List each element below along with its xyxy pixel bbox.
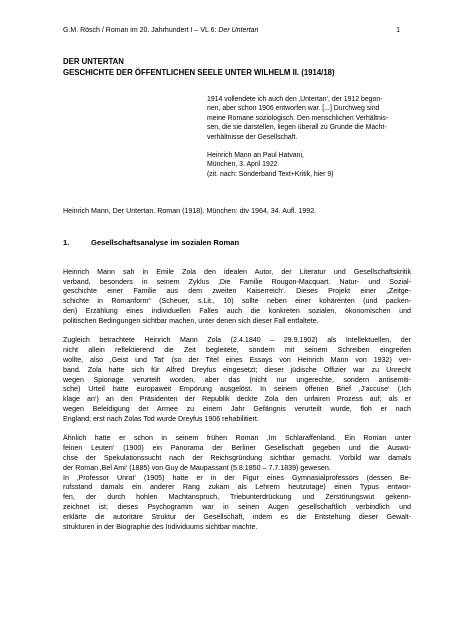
epigraph-quote-line: sen, die sie darstellen, liegen überall zu Grunde die Macht- xyxy=(207,124,387,132)
text-line: band. Zola hatte sich für Alfred Dreyfus eingesetzt; dieser jüdische Offizier war zu Unrecht xyxy=(63,365,411,374)
text-line: wegen Spionage verurteilt worden, aber das (nicht nur ungerechte, sondern antisemiti- xyxy=(63,375,411,384)
text-line: strukturen in der Biographie des Individuums sichtbar machte. xyxy=(63,522,258,531)
epigraph xyxy=(207,95,407,179)
document-title xyxy=(63,56,408,78)
title-line-2: GESCHICHTE DER ÖFFENTLICHEN SEELE UNTER WILHELM II. (1914/18) xyxy=(63,68,335,77)
text-line: In ‚Professor Unrat‘ (1905) hatte er in der Figur eines Gymnasialprofessors (dessen Be- xyxy=(63,473,411,482)
epigraph-quote-line: 1914 vollendete ich auch den ‚Untertan‘, der 1912 begon- xyxy=(207,96,383,103)
text-line: den) Erzählung eines individuellen Falles auch die konkreten sozialen, ökonomischen und xyxy=(63,306,411,315)
text-line: wegen Beleidigung der Armee zu einem Jahr Gefängnis verurteilt wurde, floh er nach xyxy=(63,404,411,413)
text-line: Zugleich betrachtete Heinrich Mann Zola (2.4.1840 – 29.9.1902) als Intellektuellen, der xyxy=(63,336,411,345)
text-line: verband, besonders in seinem Zyklus ‚Die Familie Rougon-Macquart. Natur- und Sozial- xyxy=(63,277,411,286)
text-line: politischen Bedingungen sichtbar machen, unter denen sich dieser Fall entfaltete. xyxy=(63,316,319,325)
section-number: 1. xyxy=(63,237,70,247)
epigraph-source-line: München, 3. April 1922 xyxy=(207,161,278,169)
text-line: schichte in Romanform“ (Scheuer, s.Lit., 10) sollte neben einer kohärenten (und packen- xyxy=(63,297,411,306)
epigraph-quote-line: verhältnisse der Gesellschaft. xyxy=(207,133,298,141)
document-body xyxy=(63,207,411,542)
epigraph-quote-line: nen, aber schon 1906 entworfen war. [...] Durchweg sind xyxy=(207,105,380,113)
text-line: fen, der durch hohlen Machtanspruch, Triebunterdrückung und Zerstörungswut gekenn- xyxy=(63,493,411,502)
text-line: sche) Urteil hatte europaweit Empörung ausgelöst. In seinem offenen Brief ‚J’accuse‘ (‚Ich xyxy=(63,385,411,394)
section-title: Gesellschaftsanalyse im sozialen Roman xyxy=(91,237,240,247)
text-line: England; erst nach Zolas Tod wurde Dreyfus 1906 rehabilitiert. xyxy=(63,414,259,423)
page-number: 1 xyxy=(396,27,400,34)
text-line: der Roman ‚Bel Ami‘ (1885) von Guy de Maupassant (5.8.1850 – 7.7.1839) gewesen. xyxy=(63,463,331,472)
paragraph-1 xyxy=(63,268,411,327)
header-italic-title: Der Untertan xyxy=(218,27,259,34)
running-header xyxy=(63,27,400,34)
text-line: zeichnet ist; dieses Psychogramm war in seinen Augen gesellschaftlich verbindlich und xyxy=(63,502,411,511)
epigraph-quote xyxy=(207,95,407,142)
epigraph-source-line: Heinrich Mann an Paul Hatvani, xyxy=(207,152,304,160)
text-line: erklärte die autoritäre Struktur der Gesellschaft, indem es die Entstehung dieser Gewalt- xyxy=(63,512,411,521)
paragraph-2 xyxy=(63,336,411,424)
text-line: Ähnlich hatte er schon in seinem frühen Roman ‚Im Schlaraffenland. Ein Roman unter xyxy=(63,434,411,443)
title-line-1: DER UNTERTAN xyxy=(63,57,124,66)
text-line: Heinrich Mann sah in Emile Zola den idealen Autor, der Literatur und Gesellschaftskritik xyxy=(63,267,411,276)
epigraph-source-line: (zit. nach: Sonderband Text+Kritik, hier 9) xyxy=(207,170,334,178)
epigraph-source xyxy=(207,151,407,179)
text-line: nicht allein reflektierend die Zeit begleitete, sondern mit seinem Schreiben eingreifen xyxy=(63,346,411,355)
section-heading xyxy=(63,238,411,248)
text-line: chse der Spekulationssucht nach der Reichsgründung sichtbar gemacht. Vorbild war damals xyxy=(63,453,411,462)
text-line: wollte, also ‚Geist und Tat‘ (so der Titel eines Essays von Heinrich Mann von 1932) ver- xyxy=(63,355,411,364)
text-line: geschichte einer Familie aus dem zweiten Kaiserreich‘. Dieses Projekt einer „Zeitge- xyxy=(63,287,411,296)
header-left: G.M. Rösch / Roman im 20. Jahrhundert I – VL 6: Der Untertan xyxy=(63,27,259,34)
text-line: feinen Leuten‘ (1900) ein Panorama der Berliner Gesellschaft gegeben und die Auswü- xyxy=(63,444,411,453)
paragraph-3 xyxy=(63,434,411,532)
epigraph-quote-line: meine Romane soziologisch. Den menschlichen Verhältnis- xyxy=(207,114,389,122)
text-line: klage an‘) an den Präsidenten der Republik deckte Zola den unfairen Prozess auf; als er xyxy=(63,395,411,404)
bibliographic-citation: Heinrich Mann, Der Untertan. Roman (1918). München: dtv 1964, 34. Aufl. 1992. xyxy=(63,207,317,215)
text-line: rufsstand damals ein anderer Rang zukam als Lehrern heutzutage) einen Typus entwor- xyxy=(63,483,411,492)
